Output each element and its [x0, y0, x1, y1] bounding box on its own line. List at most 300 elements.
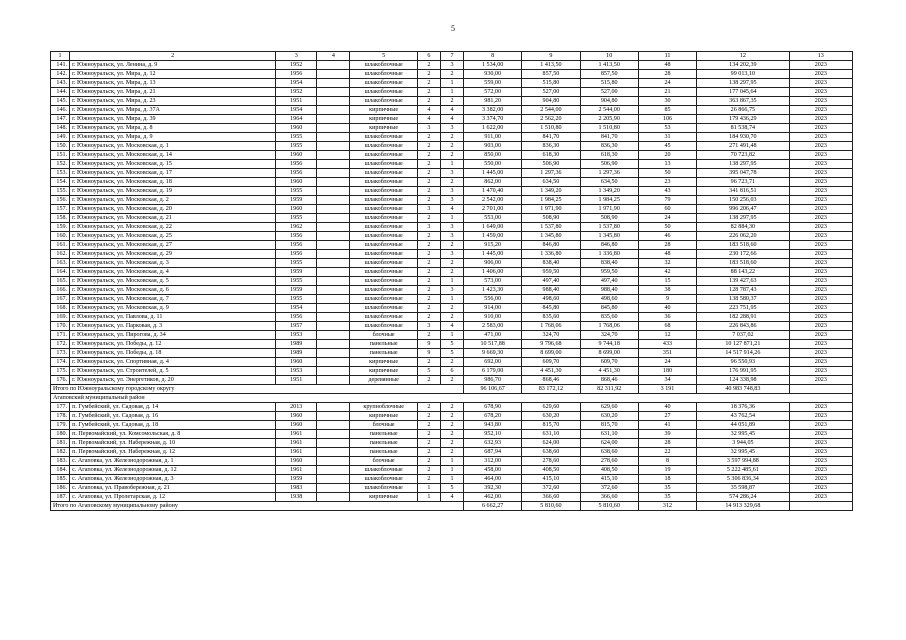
- table-cell: 1956: [276, 241, 317, 250]
- table-cell: 183 518,60: [697, 241, 789, 250]
- table-cell: 179 436,29: [697, 115, 789, 124]
- table-cell: 2023: [789, 79, 852, 88]
- table-cell: кирпичные: [350, 115, 417, 124]
- table-cell: 1: [440, 457, 463, 466]
- table-cell: [317, 493, 350, 502]
- table-cell: 1953: [276, 331, 317, 340]
- table-cell: 166.: [51, 286, 70, 295]
- table-cell: шлакоблочные: [350, 475, 417, 484]
- table-cell: 857,50: [522, 70, 580, 79]
- table-cell: г. Южноуральск, ул. Московская, д. 1: [70, 142, 276, 151]
- table-cell: 11: [638, 52, 696, 61]
- table-cell: 1959: [276, 268, 317, 277]
- table-cell: [317, 484, 350, 493]
- table-cell: 2023: [789, 295, 852, 304]
- table-cell: 142.: [51, 70, 70, 79]
- table-cell: 2: [417, 79, 440, 88]
- table-cell: 154.: [51, 178, 70, 187]
- table-cell: 1960: [276, 124, 317, 133]
- table-cell: 32 995,45: [697, 448, 789, 457]
- table-cell: 3: [440, 187, 463, 196]
- table-cell: 2023: [789, 160, 852, 169]
- table-cell: с. Агаповка, ул. Железнодорожная, д. 3: [70, 475, 276, 484]
- table-cell: 32 995,45: [697, 430, 789, 439]
- table-row: [51, 178, 853, 187]
- table-cell: 634,50: [580, 178, 638, 187]
- table-cell: 1 297,36: [522, 169, 580, 178]
- table-cell: г. Южноуральск, ул. Мира, д. 13: [70, 79, 276, 88]
- table-cell: 2: [440, 304, 463, 313]
- table-cell: 176 991,95: [697, 367, 789, 376]
- table-cell: 911,00: [464, 133, 522, 142]
- table-cell: 4: [440, 115, 463, 124]
- table-cell: 2023: [789, 322, 852, 331]
- table-cell: 1955: [276, 214, 317, 223]
- table-cell: 8: [464, 52, 522, 61]
- table-cell: 24: [638, 358, 696, 367]
- table-cell: г. Южноуральск, ул. Мира, д. 12: [70, 70, 276, 79]
- table-cell: 31: [638, 133, 696, 142]
- table-cell: 836,30: [522, 142, 580, 151]
- table-cell: 5: [350, 52, 417, 61]
- table-cell: 160.: [51, 232, 70, 241]
- table-cell: 2023: [789, 133, 852, 142]
- table-cell: 1959: [276, 196, 317, 205]
- table-cell: 624,00: [580, 439, 638, 448]
- table-cell: 2023: [789, 205, 852, 214]
- table-cell: 82 884,30: [697, 223, 789, 232]
- table-cell: [317, 268, 350, 277]
- table-cell: 5 810,60: [522, 502, 580, 511]
- table-cell: [317, 115, 350, 124]
- table-cell: 1989: [276, 349, 317, 358]
- table-cell: шлакоблочные: [350, 151, 417, 160]
- table-cell: 43: [638, 187, 696, 196]
- table-cell: 2 562,20: [522, 115, 580, 124]
- table-cell: 959,50: [580, 268, 638, 277]
- table-cell: [317, 97, 350, 106]
- table-row: [51, 304, 853, 313]
- table-cell: 7: [440, 52, 463, 61]
- table-cell: 180: [638, 367, 696, 376]
- table-cell: 846,80: [522, 241, 580, 250]
- table-cell: г. Южноуральск, ул. Мира, д. 8: [70, 124, 276, 133]
- table-cell: 148.: [51, 124, 70, 133]
- table-cell: [317, 241, 350, 250]
- table-row: [51, 439, 853, 448]
- table-cell: [317, 259, 350, 268]
- table-cell: 3: [417, 322, 440, 331]
- table-cell: 515,80: [580, 79, 638, 88]
- table-cell: 1 470,40: [464, 187, 522, 196]
- table-cell: 868,46: [522, 376, 580, 385]
- table-cell: 171.: [51, 331, 70, 340]
- table-cell: 2: [440, 421, 463, 430]
- table-cell: 2: [440, 142, 463, 151]
- table-cell: 312,00: [464, 457, 522, 466]
- table-cell: 433: [638, 340, 696, 349]
- table-cell: 5 222 485,61: [697, 466, 789, 475]
- table-cell: 2 205,90: [580, 115, 638, 124]
- table-cell: 12: [697, 52, 789, 61]
- table-cell: 155.: [51, 187, 70, 196]
- table-cell: 70 723,82: [697, 151, 789, 160]
- table-cell: 392,30: [464, 484, 522, 493]
- table-cell: 1956: [276, 169, 317, 178]
- table-cell: 3: [440, 61, 463, 70]
- table-cell: 165.: [51, 277, 70, 286]
- table-cell: 10 517,88: [464, 340, 522, 349]
- table-cell: [317, 151, 350, 160]
- table-cell: 1983: [276, 484, 317, 493]
- table-row: [51, 421, 853, 430]
- table-cell: 1 510,80: [522, 124, 580, 133]
- table-cell: 3: [440, 286, 463, 295]
- table-cell: 2: [417, 466, 440, 475]
- table-cell: 2023: [789, 178, 852, 187]
- table-cell: 815,70: [522, 421, 580, 430]
- table-cell: 81 538,74: [697, 124, 789, 133]
- table-cell: 959,50: [522, 268, 580, 277]
- table-cell: [317, 430, 350, 439]
- table-cell: 7 037,02: [697, 331, 789, 340]
- table-cell: г. Южноуральск, ул. Мира, д. 37А: [70, 106, 276, 115]
- table-cell: 6: [440, 367, 463, 376]
- table-cell: [317, 133, 350, 142]
- table-row: [51, 232, 853, 241]
- table-cell: [317, 61, 350, 70]
- table-cell: [317, 187, 350, 196]
- table-cell: 18 376,36: [697, 403, 789, 412]
- table-cell: 43 762,54: [697, 412, 789, 421]
- table-cell: 4 451,30: [580, 367, 638, 376]
- table-cell: 182 288,91: [697, 313, 789, 322]
- table-cell: 226 843,86: [697, 322, 789, 331]
- table-cell: 2: [417, 358, 440, 367]
- table-cell: 2023: [789, 232, 852, 241]
- table-cell: шлакоблочные: [350, 232, 417, 241]
- table-cell: 2: [417, 277, 440, 286]
- table-cell: 2023: [789, 286, 852, 295]
- table-cell: 9: [417, 349, 440, 358]
- table-cell: 498,60: [580, 295, 638, 304]
- table-cell: 159.: [51, 223, 70, 232]
- table-cell: 3 191: [638, 385, 696, 394]
- table-cell: 498,60: [522, 295, 580, 304]
- table-cell: 6: [417, 52, 440, 61]
- table-cell: 2: [417, 448, 440, 457]
- table-cell: 186.: [51, 484, 70, 493]
- table-row: [51, 115, 853, 124]
- table-cell: 99 013,10: [697, 70, 789, 79]
- table-cell: 1 768,06: [580, 322, 638, 331]
- table-cell: 82 311,92: [580, 385, 638, 394]
- table-cell: 13: [789, 52, 852, 61]
- table-cell: 609,70: [580, 358, 638, 367]
- table-cell: 176.: [51, 376, 70, 385]
- table-cell: 5: [440, 349, 463, 358]
- section-row: [51, 394, 853, 403]
- table-cell: 1952: [276, 61, 317, 70]
- table-cell: 2: [417, 268, 440, 277]
- table-cell: 915,20: [464, 241, 522, 250]
- table-row: [51, 259, 853, 268]
- table-cell: 1952: [276, 88, 317, 97]
- table-row: [51, 61, 853, 70]
- table-cell: 2023: [789, 313, 852, 322]
- table-cell: [317, 304, 350, 313]
- table-cell: 1 459,00: [464, 232, 522, 241]
- table-cell: шлакоблочные: [350, 484, 417, 493]
- table-cell: г. Южноуральск, ул. Строителей, д. 5: [70, 367, 276, 376]
- table-row: [51, 268, 853, 277]
- table-cell: г. Южноуральск, ул. Московская, д. 4: [70, 268, 276, 277]
- table-cell: [317, 421, 350, 430]
- table-cell: 1955: [276, 133, 317, 142]
- table-cell: 3: [440, 196, 463, 205]
- table-row: [51, 70, 853, 79]
- table-cell: 184.: [51, 466, 70, 475]
- table-cell: 2: [440, 133, 463, 142]
- table-cell: блочные: [350, 457, 417, 466]
- table-cell: 2: [440, 268, 463, 277]
- table-cell: 180.: [51, 430, 70, 439]
- table-row: [51, 340, 853, 349]
- table-cell: г. Южноуральск, ул. Московская, д. 22: [70, 223, 276, 232]
- table-cell: с. Агаповка, ул. Правобережная, д. 21: [70, 484, 276, 493]
- table-cell: 3: [440, 124, 463, 133]
- table-cell: 1: [440, 331, 463, 340]
- table-cell: шлакоблочные: [350, 160, 417, 169]
- table-cell: 20: [638, 151, 696, 160]
- table-cell: 574 286,24: [697, 493, 789, 502]
- table-cell: шлакоблочные: [350, 241, 417, 250]
- table-cell: 5 810,60: [580, 502, 638, 511]
- table-cell: 462,00: [464, 493, 522, 502]
- table-cell: 2: [417, 313, 440, 322]
- table-cell: 1961: [276, 466, 317, 475]
- table-cell: 836,30: [580, 142, 638, 151]
- table-cell: 6 662,27: [464, 502, 522, 511]
- table-cell: 850,00: [464, 151, 522, 160]
- table-cell: 2: [417, 295, 440, 304]
- table-cell: шлакоблочные: [350, 223, 417, 232]
- table-cell: шлакоблочные: [350, 313, 417, 322]
- table-cell: 904,80: [580, 97, 638, 106]
- table-cell: 324,70: [522, 331, 580, 340]
- table-cell: 230 172,66: [697, 250, 789, 259]
- table-cell: 36: [638, 313, 696, 322]
- table-cell: [317, 277, 350, 286]
- table-cell: 2 544,00: [522, 106, 580, 115]
- table-cell: 8 699,00: [580, 349, 638, 358]
- table-cell: [317, 349, 350, 358]
- table-cell: 185.: [51, 475, 70, 484]
- table-cell: 14 517 914,26: [697, 349, 789, 358]
- table-cell: 857,50: [580, 70, 638, 79]
- table-cell: г. Южноуральск, ул. Московская, д. 20: [70, 205, 276, 214]
- table-cell: 96 106,67: [464, 385, 522, 394]
- table-cell: панельные: [350, 439, 417, 448]
- table-cell: 2: [440, 376, 463, 385]
- table-cell: 2023: [789, 466, 852, 475]
- table-cell: 1: [51, 52, 70, 61]
- table-cell: 28: [638, 439, 696, 448]
- table-cell: Итого по Агаповскому муниципальному району: [51, 502, 464, 511]
- table-cell: [789, 385, 852, 394]
- table-cell: 2: [417, 376, 440, 385]
- table-cell: 42: [638, 268, 696, 277]
- total-row: [51, 385, 853, 394]
- table-cell: 838,40: [580, 259, 638, 268]
- table-cell: 2: [417, 88, 440, 97]
- table-cell: г. Южноуральск, ул. Московская, д. 7: [70, 295, 276, 304]
- table-cell: г. Южноуральск, ул. Энергетиков, д. 20: [70, 376, 276, 385]
- table-cell: шлакоблочные: [350, 133, 417, 142]
- table-cell: 1961: [276, 439, 317, 448]
- table-cell: крупноблочные: [350, 403, 417, 412]
- table-cell: 3: [440, 250, 463, 259]
- table-cell: 2023: [789, 367, 852, 376]
- table-cell: 26 866,75: [697, 106, 789, 115]
- table-cell: 508,90: [580, 214, 638, 223]
- table-cell: 835,60: [522, 313, 580, 322]
- table-cell: п. Гумбейский, ул. Садовая, д. 14: [70, 403, 276, 412]
- table-cell: 161.: [51, 241, 70, 250]
- table-cell: г. Южноуральск, ул. Московская, д. 5: [70, 277, 276, 286]
- table-cell: 35: [638, 493, 696, 502]
- table-cell: 497,40: [522, 277, 580, 286]
- table-cell: 1955: [276, 187, 317, 196]
- table-cell: 527,00: [522, 88, 580, 97]
- table-cell: 40: [638, 403, 696, 412]
- table-cell: [317, 142, 350, 151]
- table-cell: 687,94: [464, 448, 522, 457]
- table-cell: 1 336,80: [522, 250, 580, 259]
- table-cell: 2023: [789, 250, 852, 259]
- table-row: [51, 466, 853, 475]
- table-cell: [317, 412, 350, 421]
- table-cell: 278,60: [522, 457, 580, 466]
- table-cell: [317, 178, 350, 187]
- table-row: [51, 403, 853, 412]
- housing-register-table: [50, 51, 853, 511]
- table-cell: 1 971,90: [580, 205, 638, 214]
- table-cell: 1: [440, 214, 463, 223]
- table-row: [51, 142, 853, 151]
- table-cell: 182.: [51, 448, 70, 457]
- table-cell: 341 816,51: [697, 187, 789, 196]
- table-cell: 3 597 994,88: [697, 457, 789, 466]
- table-cell: 1: [440, 160, 463, 169]
- table-cell: 9: [417, 340, 440, 349]
- table-cell: шлакоблочные: [350, 295, 417, 304]
- table-cell: 2: [440, 241, 463, 250]
- table-cell: [317, 124, 350, 133]
- table-cell: [317, 475, 350, 484]
- table-cell: 271 491,48: [697, 142, 789, 151]
- table-cell: 2: [440, 70, 463, 79]
- table-cell: 19: [638, 466, 696, 475]
- table-cell: г. Южноуральск, ул. Московская, д. 27: [70, 241, 276, 250]
- table-cell: 150.: [51, 142, 70, 151]
- table-cell: 1 984,25: [522, 196, 580, 205]
- table-cell: п. Гумбейский, ул. Садовая, д. 18: [70, 421, 276, 430]
- table-cell: 2023: [789, 358, 852, 367]
- table-cell: [317, 286, 350, 295]
- table-cell: 22: [638, 448, 696, 457]
- table-cell: 15: [638, 277, 696, 286]
- table-row: [51, 250, 853, 259]
- table-cell: 506,90: [580, 160, 638, 169]
- table-cell: 631,10: [522, 430, 580, 439]
- table-cell: [317, 403, 350, 412]
- table-cell: 1 445,00: [464, 169, 522, 178]
- table-cell: 2: [440, 178, 463, 187]
- table-cell: [317, 250, 350, 259]
- table-cell: шлакоблочные: [350, 322, 417, 331]
- table-cell: 53: [638, 124, 696, 133]
- table-row: [51, 484, 853, 493]
- table-cell: 124 338,98: [697, 376, 789, 385]
- table-row: [51, 151, 853, 160]
- table-cell: 1: [417, 484, 440, 493]
- table-cell: 38: [638, 286, 696, 295]
- table-row: [51, 376, 853, 385]
- table-cell: 2: [440, 430, 463, 439]
- table-cell: 1 297,36: [580, 169, 638, 178]
- table-cell: 2: [417, 331, 440, 340]
- table-cell: 1955: [276, 142, 317, 151]
- table-cell: шлакоблочные: [350, 79, 417, 88]
- table-cell: 32: [638, 259, 696, 268]
- table-cell: панельные: [350, 340, 417, 349]
- table-row: [51, 124, 853, 133]
- table-cell: 4: [440, 322, 463, 331]
- table-row: [51, 412, 853, 421]
- table-cell: 609,70: [522, 358, 580, 367]
- table-cell: 862,00: [464, 178, 522, 187]
- table-row: [51, 106, 853, 115]
- table-cell: 904,80: [522, 97, 580, 106]
- table-cell: 2023: [789, 97, 852, 106]
- table-cell: 170.: [51, 322, 70, 331]
- table-cell: 8: [638, 457, 696, 466]
- table-cell: 678,90: [464, 403, 522, 412]
- table-cell: 1: [440, 79, 463, 88]
- table-cell: 9 744,18: [580, 340, 638, 349]
- table-cell: 408,50: [522, 466, 580, 475]
- page-number: 5: [451, 24, 455, 33]
- table-cell: 2023: [789, 88, 852, 97]
- table-cell: 845,80: [580, 304, 638, 313]
- table-cell: 40: [638, 304, 696, 313]
- table-cell: 10 127 871,21: [697, 340, 789, 349]
- table-cell: 183 518,60: [697, 259, 789, 268]
- table-cell: 550,00: [464, 160, 522, 169]
- table-cell: 2023: [789, 241, 852, 250]
- table-cell: 2: [417, 241, 440, 250]
- table-cell: 2: [440, 412, 463, 421]
- table-cell: 96 550,93: [697, 358, 789, 367]
- table-row: [51, 493, 853, 502]
- table-cell: г. Южноуральск, ул. Мира, д. 39: [70, 115, 276, 124]
- table-cell: шлакоблочные: [350, 250, 417, 259]
- table-cell: 2: [417, 142, 440, 151]
- table-cell: г. Южноуральск, ул. Ленина, д. 9: [70, 61, 276, 70]
- table-cell: г. Южноуральск, ул. Московская, д. 21: [70, 214, 276, 223]
- table-cell: 2: [417, 403, 440, 412]
